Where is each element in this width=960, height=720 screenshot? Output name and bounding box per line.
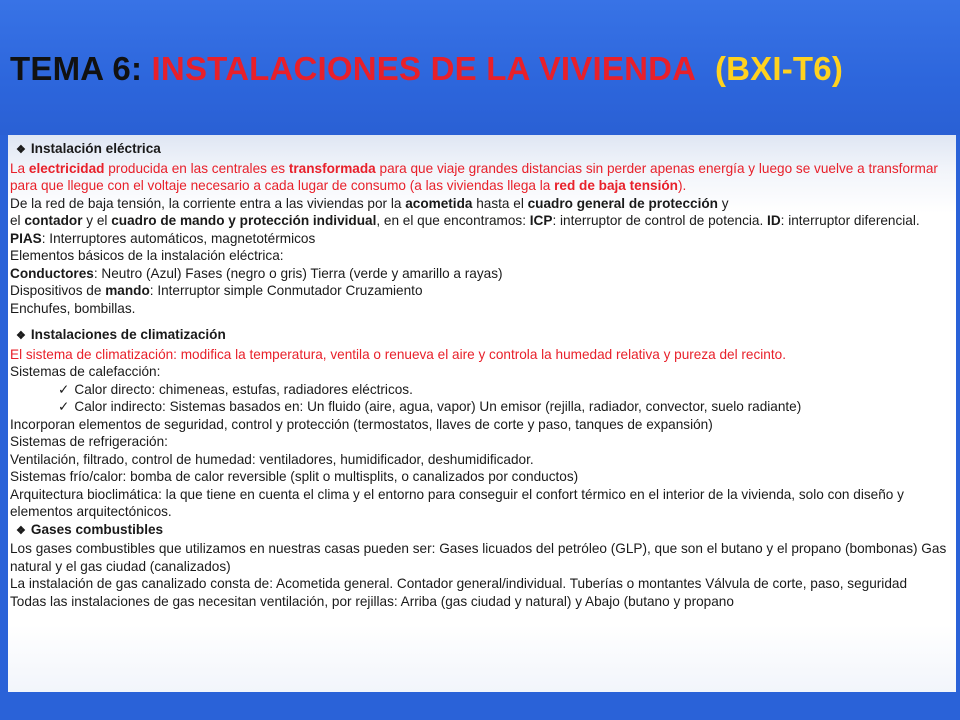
diamond-bullet-icon: ❖ — [16, 144, 26, 156]
title-main: INSTALACIONES DE LA VIVIENDA — [151, 50, 697, 87]
content-text — [10, 140, 954, 610]
climatizacion-paragraph-1: El sistema de climatización: modifica la temperatura, ventila o renueva el aire y controla la humedad relativa y pureza del recinto. — [10, 346, 786, 362]
section-heading-climatizacion: ❖ Instalaciones de climatización — [16, 327, 226, 342]
climatizacion-paragraph-6: Sistemas frío/calor: bomba de calor reversible (split o multisplits, o canalizados por conductos) — [10, 469, 579, 484]
climatizacion-paragraph-3: Incorporan elementos de seguridad, control y protección (termostatos, llaves de corte y paso, tanques de expansión) — [10, 416, 713, 432]
section-heading-electrica: ❖ Instalación eléctrica — [16, 141, 161, 156]
slide-header — [0, 0, 960, 135]
climatizacion-paragraph-5: Ventilación, filtrado, control de humedad: ventiladores, humidificador, deshumidificador. — [10, 451, 534, 467]
electrica-paragraph-3: el contador y el cuadro de mando y protección individual, en el que encontramos: ICP: interruptor de control de potencia. ID: interruptor diferencial. PIAS: Interruptores automáticos, magnetotérmicos — [10, 213, 920, 246]
slide-title — [10, 50, 843, 88]
title-code: (BXI-T6) — [714, 50, 844, 87]
gases-paragraph-2: La instalación de gas canalizado consta de: Acometida general. Contador general/individual. Tuberías o montantes Válvula de corte, paso, seguridad — [10, 576, 908, 591]
section-heading-gases: ❖ Gases combustibles — [16, 521, 164, 537]
gases-paragraph-1: Los gases combustibles que utilizamos en nuestras casas pueden ser: Gases licuados del petróleo (GLP), que son el butano y el propano (bombonas) Gas natural y el gas ciudad (canalizados) — [10, 541, 947, 574]
content-panel — [8, 135, 956, 692]
electrica-paragraph-4: Elementos básicos de la instalación eléctrica: — [10, 248, 284, 263]
diamond-bullet-icon: ❖ — [16, 330, 26, 342]
electrica-paragraph-7: Enchufes, bombillas. — [10, 300, 136, 316]
check-icon: ✓ — [58, 399, 70, 414]
electrica-paragraph-1: La electricidad producida en las centrales es transformada para que viaje grandes distancias sin perder apenas energía y luego se vuelve a transformar para que llegue con el voltaje necesario a cada lugar de consumo (a las viviendas llega la red de baja tensión). — [10, 160, 938, 193]
check-item-1: ✓ Calor directo: chimeneas, estufas, radiadores eléctricos. — [58, 381, 413, 397]
diamond-bullet-icon: ❖ — [16, 524, 26, 537]
title-prefix: TEMA 6: — [10, 50, 152, 87]
check-icon: ✓ — [58, 381, 70, 397]
gases-paragraph-3: Todas las instalaciones de gas necesitan ventilación, por rejillas: Arriba (gas ciudad y natural) y Abajo (butano y propano — [10, 593, 734, 609]
climatizacion-paragraph-4: Sistemas de refrigeración: — [10, 434, 168, 449]
climatizacion-paragraph-2: Sistemas de calefacción: — [10, 364, 161, 379]
electrica-paragraph-5: Conductores: Neutro (Azul) Fases (negro o gris) Tierra (verde y amarillo a rayas) — [10, 265, 503, 281]
check-item-2: ✓ Calor indirecto: Sistemas basados en: Un fluido (aire, agua, vapor) Un emisor (rejilla, radiador, convector, suelo radiante) — [58, 399, 802, 414]
climatizacion-paragraph-7: Arquitectura bioclimática: la que tiene en cuenta el clima y el entorno para conseguir el confort térmico en el interior de la vivienda, solo con diseño y elementos arquitectónicos. — [10, 486, 904, 519]
electrica-paragraph-6: Dispositivos de mando: Interruptor simple Conmutador Cruzamiento — [10, 283, 423, 298]
electrica-paragraph-2: De la red de baja tensión, la corriente entra a las viviendas por la acometida hasta el cuadro general de protección y — [10, 195, 729, 211]
section-gap — [10, 317, 954, 326]
